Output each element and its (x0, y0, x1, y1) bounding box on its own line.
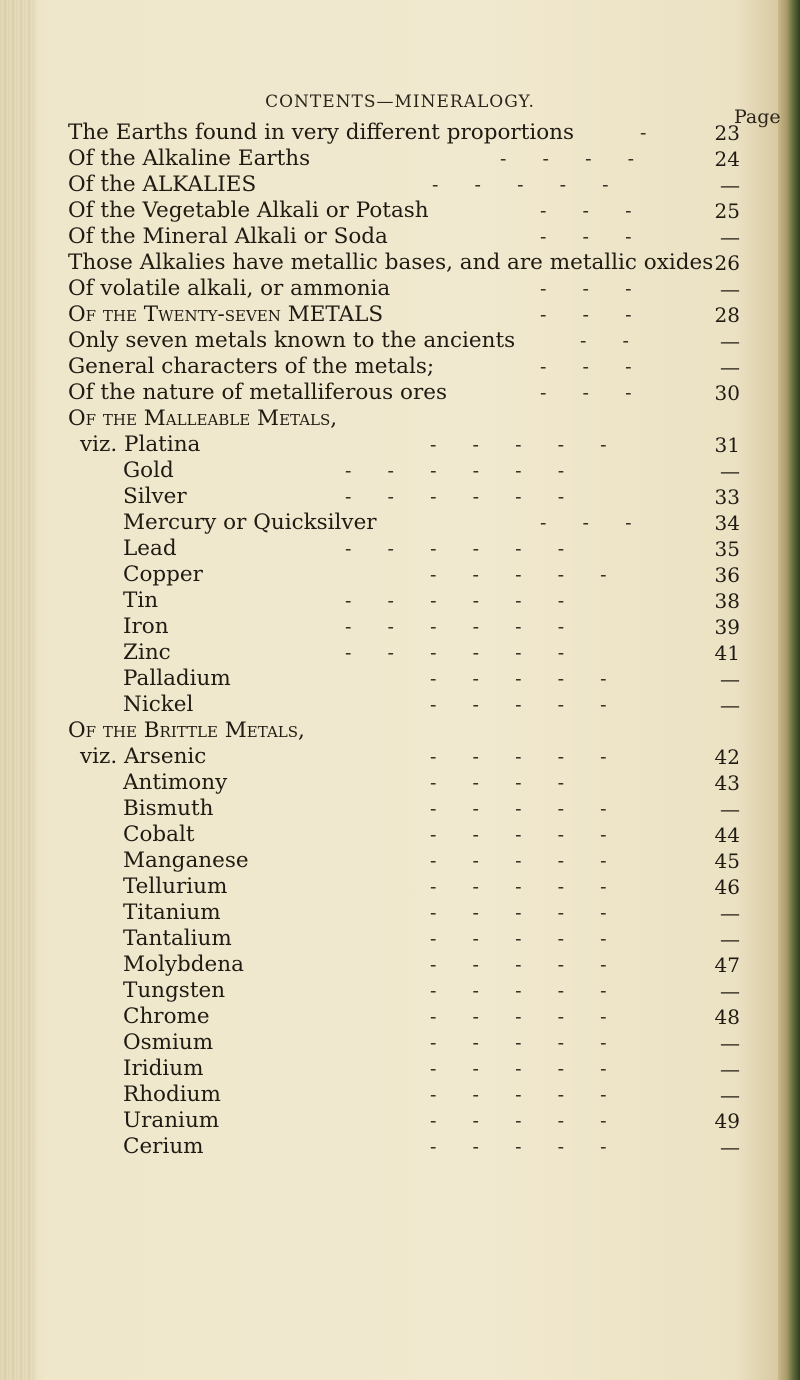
page-number: — (720, 329, 740, 353)
leader-dashes: - - - - - (430, 1084, 607, 1106)
entry-title: viz. Arsenic (80, 744, 207, 769)
contents-entry (0, 224, 800, 250)
entry-title: Silver (123, 484, 187, 509)
page-number: — (720, 1057, 740, 1081)
leader-dashes: - - - (540, 226, 632, 248)
leader-dashes: - - - - - (430, 980, 607, 1002)
leader-dashes: - - - - - - (345, 486, 565, 508)
page-number: — (720, 693, 740, 717)
leader-dashes: - - - - - (432, 174, 609, 196)
contents-entry (0, 406, 800, 432)
page-number: 49 (714, 1109, 740, 1133)
leader-dashes: - - (580, 330, 629, 352)
contents-entry (0, 822, 800, 848)
leader-dashes: - - - - - (430, 746, 607, 768)
page-number: — (720, 979, 740, 1003)
page-number: — (720, 277, 740, 301)
page-number: 43 (714, 771, 740, 795)
entry-title: Lead (123, 536, 177, 561)
page-number: 38 (714, 589, 740, 613)
contents-entry (0, 380, 800, 406)
contents-entry (0, 146, 800, 172)
contents-entry (0, 510, 800, 536)
page-number: 42 (714, 745, 740, 769)
leader-dashes: - - - - (430, 772, 565, 794)
page-number: 45 (714, 849, 740, 873)
entry-title: Of the Brittle Metals, (68, 718, 305, 743)
contents-entry (0, 120, 800, 146)
page-number: 30 (714, 381, 740, 405)
leader-dashes: - - - - - (430, 434, 607, 456)
contents-entry (0, 926, 800, 952)
running-head: CONTENTS—MINERALOGY. (265, 92, 535, 112)
contents-entry (0, 1056, 800, 1082)
entry-title: viz. Platina (80, 432, 201, 457)
leader-dashes: - - - - - - (345, 590, 565, 612)
contents-entry (0, 744, 800, 770)
contents-entry (0, 328, 800, 354)
page-number: 28 (714, 303, 740, 327)
page-number: 47 (714, 953, 740, 977)
contents-entry (0, 1082, 800, 1108)
entry-title: Uranium (123, 1108, 220, 1133)
contents-entry (0, 250, 800, 276)
page-number: — (720, 225, 740, 249)
leader-dashes: - - - - - - (345, 616, 565, 638)
leader-dashes: - - - - - (430, 954, 607, 976)
entry-title: Only seven metals known to the ancients (68, 328, 516, 353)
page-number: — (720, 1083, 740, 1107)
page-number: 36 (714, 563, 740, 587)
page-number: — (720, 797, 740, 821)
contents-entry (0, 848, 800, 874)
leader-dashes: - - - - - (430, 694, 607, 716)
leader-dashes: - - - - - (430, 1006, 607, 1028)
page-number: — (720, 1135, 740, 1159)
entry-title: Tellurium (123, 874, 228, 899)
contents-entry (0, 1108, 800, 1134)
entry-title: Osmium (123, 1030, 214, 1055)
contents-entry (0, 432, 800, 458)
leader-dashes: - - - - - (430, 668, 607, 690)
leader-dashes: - - - (540, 382, 632, 404)
entry-title: Of the Vegetable Alkali or Potash (68, 198, 429, 223)
contents-entry (0, 1004, 800, 1030)
page-number: 35 (714, 537, 740, 561)
entry-title: Cerium (123, 1134, 204, 1159)
page-number: — (720, 1031, 740, 1055)
contents-entry (0, 1030, 800, 1056)
contents-entry (0, 770, 800, 796)
contents-entry (0, 692, 800, 718)
leader-dashes: - - - - - (430, 1136, 607, 1158)
contents-entry (0, 666, 800, 692)
entry-title: Tin (123, 588, 159, 613)
contents-entry (0, 640, 800, 666)
contents-entry (0, 718, 800, 744)
leader-dashes: - - - (540, 356, 632, 378)
leader-dashes: - - - - - (430, 902, 607, 924)
contents-entry (0, 588, 800, 614)
entry-title: Tungsten (123, 978, 226, 1003)
entry-title: Iron (123, 614, 169, 639)
page-number: 39 (714, 615, 740, 639)
entry-title: Of the Twenty-seven METALS (68, 302, 384, 327)
leader-dashes: - - - - - - (345, 460, 565, 482)
contents-entry (0, 536, 800, 562)
entry-title: Of the Alkaline Earths (68, 146, 311, 171)
entry-title: Gold (123, 458, 174, 483)
entry-title: General characters of the metals; (68, 354, 435, 379)
entry-title: Palladium (123, 666, 231, 691)
leader-dashes: - - - - - (430, 876, 607, 898)
page-number: 31 (714, 433, 740, 457)
contents-entry (0, 952, 800, 978)
page-number: 33 (714, 485, 740, 509)
entry-title: Antimony (123, 770, 228, 795)
page-number: 24 (714, 147, 740, 171)
page-number: 23 (714, 121, 740, 145)
page-number: — (720, 667, 740, 691)
leader-dashes: - - - - - - (345, 642, 565, 664)
page-number: 44 (714, 823, 740, 847)
entry-title: Iridium (123, 1056, 204, 1081)
contents-entry (0, 900, 800, 926)
entry-title: Rhodium (123, 1082, 221, 1107)
entry-title: Bismuth (123, 796, 214, 821)
page-number: — (720, 355, 740, 379)
leader-dashes: - - - - - (430, 1058, 607, 1080)
leader-dashes: - - - - - (430, 1032, 607, 1054)
page-number: 41 (714, 641, 740, 665)
contents-entry (0, 978, 800, 1004)
leader-dashes: - - - - - (430, 564, 607, 586)
entry-title: Titanium (123, 900, 221, 925)
entry-title: Copper (123, 562, 203, 587)
page-number: 34 (714, 511, 740, 535)
page-number: 46 (714, 875, 740, 899)
leader-dashes: - - - - - (430, 850, 607, 872)
leader-dashes: - - - - - (430, 928, 607, 950)
entry-title: Zinc (123, 640, 171, 665)
entry-title: Those Alkalies have metallic bases, and are metallic oxides (68, 250, 714, 275)
entry-title: Of the Malleable Metals, (68, 406, 338, 431)
contents-entry (0, 1134, 800, 1160)
page-column-label: Page (734, 106, 781, 128)
page-number: 25 (714, 199, 740, 223)
contents-entry (0, 458, 800, 484)
page-number: — (720, 901, 740, 925)
leader-dashes: - - - (540, 512, 632, 534)
entry-title: Molybdena (123, 952, 244, 977)
contents-entry (0, 354, 800, 380)
entry-title: Tantalium (123, 926, 232, 951)
leader-dashes: - - - - (500, 148, 635, 170)
contents-entry (0, 874, 800, 900)
contents-entry (0, 302, 800, 328)
entry-title: Manganese (123, 848, 249, 873)
contents-entry (0, 562, 800, 588)
leader-dashes: - - - (540, 304, 632, 326)
page-number: — (720, 927, 740, 951)
page-number: 26 (714, 251, 740, 275)
entry-title: Chrome (123, 1004, 210, 1029)
leader-dashes: - - - (540, 200, 632, 222)
leader-dashes: - - - - - (430, 798, 607, 820)
entry-title: Mercury or Quicksilver (123, 510, 377, 535)
entry-title: Of volatile alkali, or ammonia (68, 276, 391, 301)
contents-entry (0, 614, 800, 640)
page-number: — (720, 459, 740, 483)
contents-entry (0, 198, 800, 224)
leader-dashes: - - - (540, 278, 632, 300)
page-number: 48 (714, 1005, 740, 1029)
entry-title: Of the nature of metalliferous ores (68, 380, 447, 405)
entry-title: The Earths found in very different proportions (68, 120, 575, 145)
contents-entry (0, 484, 800, 510)
contents-entry (0, 172, 800, 198)
leader-dashes: - - - - - (430, 824, 607, 846)
entry-title: Cobalt (123, 822, 195, 847)
leader-dashes: - (640, 122, 647, 144)
leader-dashes: - - - - - (430, 1110, 607, 1132)
contents-entry (0, 796, 800, 822)
entry-title: Of the Mineral Alkali or Soda (68, 224, 388, 249)
contents-entry (0, 276, 800, 302)
page-number: — (720, 173, 740, 197)
entry-title: Nickel (123, 692, 194, 717)
leader-dashes: - - - - - - (345, 538, 565, 560)
entry-title: Of the ALKALIES (68, 172, 257, 197)
